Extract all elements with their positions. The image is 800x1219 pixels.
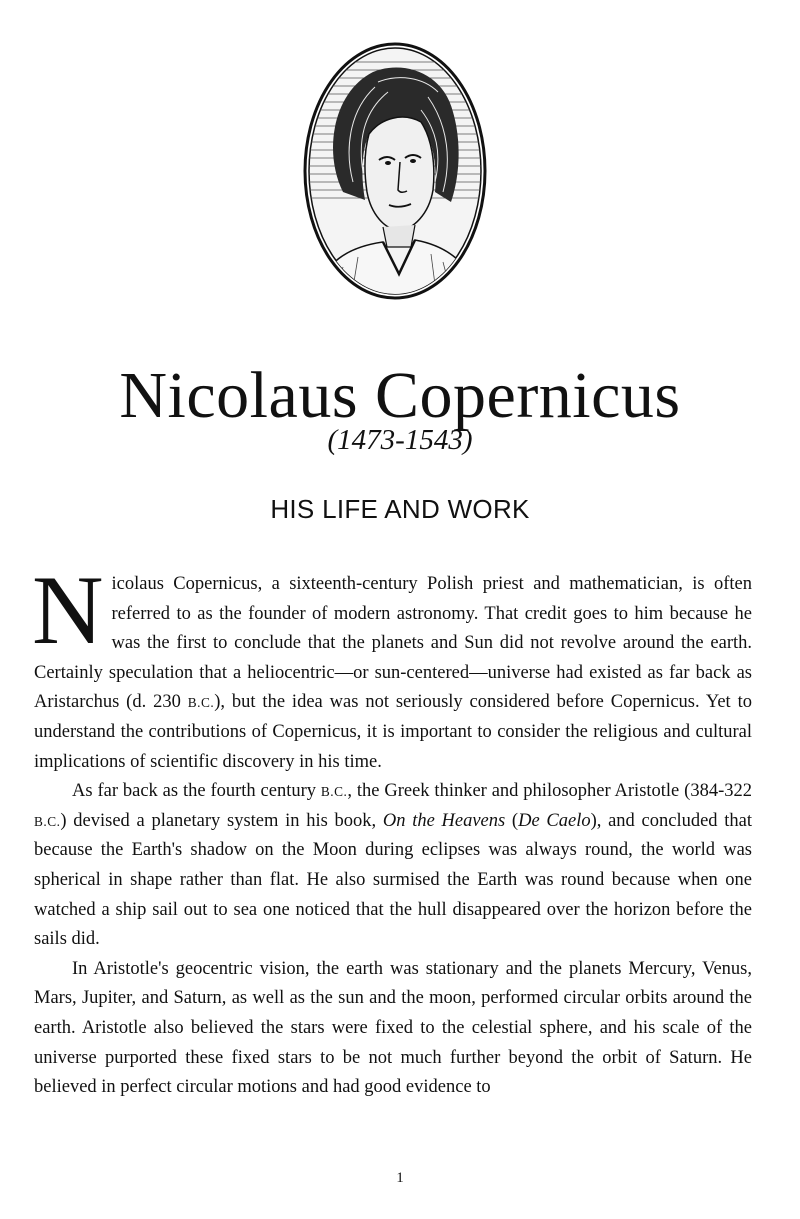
page-title: Nicolaus Copernicus — [119, 359, 681, 433]
p2-text-d: ( — [505, 810, 519, 831]
bc-abbrev: B.C. — [187, 695, 215, 711]
p1-text-a: icolaus Copernicus, a sixteenth-century Polish priest and mathematician, is often referred to as the founder of modern astronomy. That credit goes to him because he was the first to conclude that the planets and Sun did not revolve around the earth. Certainly speculation that a heliocentric—or sun-centered—universe had existed as far back as Aristarchus (d. 230 — [34, 574, 752, 713]
bc-abbrev: B.C. — [320, 784, 348, 800]
copernicus-portrait — [303, 42, 487, 300]
p2-text-e: ), and concluded that because the Earth's shadow on the Moon during eclipses was always round, the world was spherical in shape rather than flat. He also surmised the Earth was round because when one watched a ship sail out to sea one noticed that the hull disappeared over the horizon before the sails did. — [34, 810, 753, 950]
p2-text-a: As far back as the fourth century — [72, 781, 321, 802]
book-latin-title: De Caelo — [518, 810, 591, 831]
p2-text-c: ) devised a planetary system in his book, — [60, 810, 383, 831]
section-heading: HIS LIFE AND WORK — [270, 494, 530, 524]
life-dates: (1473-1543) — [327, 424, 473, 456]
p1-text-b: ), but the idea was not seriously considered before Copernicus. Yet to understand the contributions of Copernicus, it is important to consider the religious and cultural implications of scientific discovery in his time. — [34, 692, 752, 772]
page-number: 1 — [396, 1170, 404, 1186]
paragraph-3: In Aristotle's geocentric vision, the earth was stationary and the planets Mercury, Venus, Mars, Jupiter, and Saturn, as well as the sun and the moon, performed circular orbits around the earth. Aristotle also believed the stars were fixed to the celestial sphere, and his scale of the universe purported these fixed stars to be not much further beyond the orbit of Saturn. He believed in perfect circular motions and had good evidence to — [34, 958, 752, 1098]
body-text — [32, 556, 753, 1103]
bc-abbrev: B.C. — [34, 813, 61, 829]
paragraph-1 — [32, 556, 752, 777]
paragraph-2 — [34, 777, 752, 955]
p2-text-b: , the Greek thinker and philosopher Aristotle (384-322 — [347, 781, 752, 802]
book-title: On the Heavens — [382, 810, 506, 831]
drop-cap: N — [32, 556, 104, 665]
